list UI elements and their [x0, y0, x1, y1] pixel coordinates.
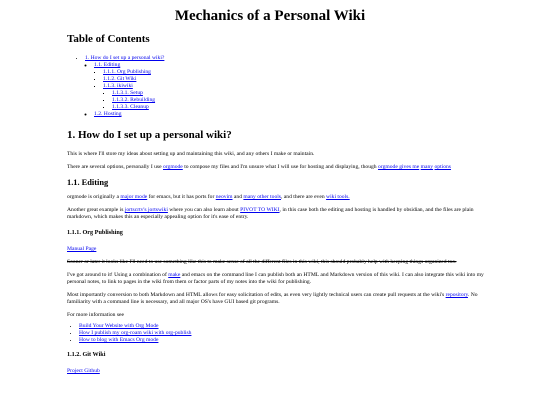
toc-item	[112, 104, 487, 111]
manual-page-link[interactable]: Manual Page	[67, 246, 97, 252]
jortswiki-link[interactable]: jortscrtv's jortswiki	[124, 207, 168, 213]
paragraph: Most importantly conversion to both Markdown and HTML allows for easy solicitation of edits, as even very lightly technical users can create pull requests at the wiki's repository. No familiarity with a command line is necessary, and all major OS's have GUI based git programs.	[67, 292, 478, 305]
paragraph: This is where I'll store my ideas about setting up and maintaining this wiki, and any others I make or maintain.	[67, 151, 315, 157]
paragraph	[67, 246, 487, 253]
orgmode-link[interactable]: orgmode	[163, 164, 183, 170]
many-other-tools-link[interactable]: many other tools	[243, 194, 281, 200]
paragraph: orgmode is originally a major mode for emacs, but it has ports for neovim and many other tools, and there are even wiki tools.	[67, 194, 350, 200]
toc-item	[103, 83, 487, 111]
toc	[67, 55, 487, 118]
paragraph: Another great example is jortscrtv's jortswiki where you can also learn about PIVOT TO WIKI, in this case both the editing and hosting is handled by obsidian, and the files are plain markdown, which makes this an especially appealing option for it's ease of entry.	[67, 207, 474, 220]
orgmode-gives-me-link[interactable]: orgmode gives me	[378, 164, 420, 170]
toc-link-setup[interactable]: 1.1.3.1. Setup	[112, 90, 143, 96]
toc-link-org-publishing[interactable]: 1.1.1. Org Publishing	[103, 69, 151, 75]
toc-item	[85, 55, 487, 118]
toc-item	[94, 111, 487, 118]
page-title: Mechanics of a Personal Wiki	[174, 8, 366, 24]
many-link[interactable]: many	[420, 164, 434, 170]
toc-heading: Table of Contents	[67, 33, 150, 45]
toc-link-rebuilding[interactable]: 1.1.3.2. Rebuilding	[112, 97, 156, 103]
toc-link-editing[interactable]: 1.1. Editing	[94, 62, 121, 68]
paragraph: There are several options, personally I use orgmode to compose my files and I'm unsure what I will use for hosting and displaying, though orgmode gives me many options	[67, 164, 451, 170]
toc-link-git-wiki[interactable]: 1.1.2. Git Wiki	[103, 76, 137, 82]
repository-link[interactable]: repository	[445, 292, 468, 298]
pivot-to-wiki-link[interactable]: PIVOT TO WIKI	[240, 207, 280, 213]
toc-item	[112, 90, 487, 97]
toc-item	[112, 97, 487, 104]
list-item	[79, 330, 487, 337]
list-item	[79, 337, 487, 344]
reference-link[interactable]: Build Your Website with Org Mode	[79, 323, 159, 329]
struck-paragraph: Sooner or later it looks like I'll need to use something like this to make sense of all the different files in this wiki, this should probably help with keeping things organized too.	[67, 259, 457, 265]
toc-item	[103, 76, 487, 83]
section-heading: 1. How do I set up a personal wiki?	[67, 129, 232, 141]
paragraph: I've got around to it! Using a combination of make and emacs on the command line I can publish both an HTML and Markdown version of this wiki. I can also integrate this wiki into my personal notes, to link to pages in the wiki from them or factor parts of my notes into the wiki for publishing.	[67, 272, 484, 285]
options-link[interactable]: options	[434, 164, 451, 170]
reference-list	[67, 323, 487, 344]
paragraph: For more information see	[67, 312, 125, 318]
list-item	[79, 323, 487, 330]
toc-link-hosting[interactable]: 1.2. Hosting	[94, 111, 122, 117]
paragraph	[67, 368, 487, 375]
make-link[interactable]: make	[168, 272, 181, 278]
subsection-heading: 1.1. Editing	[67, 178, 109, 187]
toc-link-cleanup[interactable]: 1.1.3.3. Cleanup	[112, 104, 149, 110]
project-github-link[interactable]: Project Github	[67, 368, 100, 374]
wiki-tools-link[interactable]: wiki tools.	[326, 194, 350, 200]
subsubsection-heading: 1.1.2. Git Wiki	[67, 351, 106, 358]
content	[67, 33, 487, 375]
reference-link[interactable]: How to blog with Emacs Org mode	[79, 337, 159, 343]
toc-item	[94, 62, 487, 111]
toc-item	[103, 69, 487, 76]
toc-link-ikiwiki[interactable]: 1.1.3. ikiwiki	[103, 83, 133, 89]
reference-link[interactable]: How I publish my org-roam wiki with org-publish	[79, 330, 192, 336]
major-mode-link[interactable]: major mode	[120, 194, 148, 200]
toc-link-section-1[interactable]: 1. How do I set up a personal wiki?	[85, 55, 165, 61]
neovim-link[interactable]: neovim	[215, 194, 233, 200]
subsubsection-heading: 1.1.1. Org Publishing	[67, 229, 123, 236]
